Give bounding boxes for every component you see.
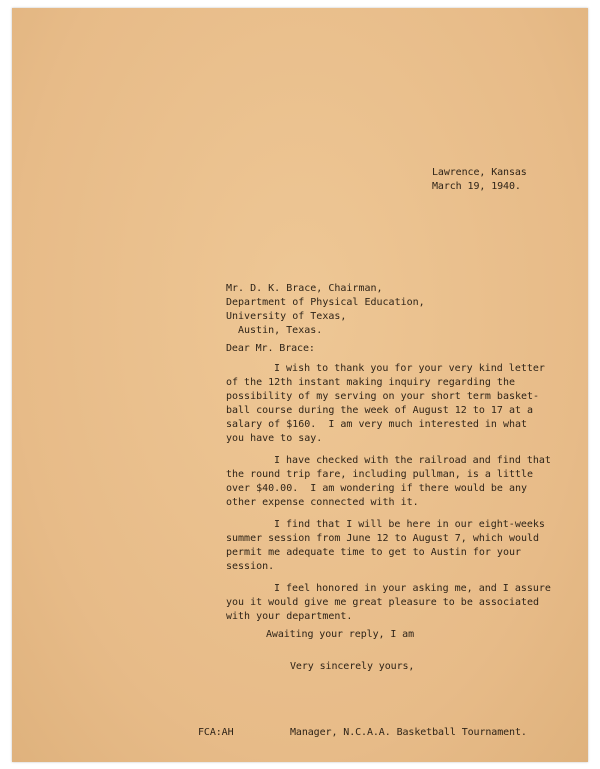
paragraph-line: of the 12th instant making inquiry regarding the: [226, 377, 515, 388]
recipient-address: [226, 282, 425, 338]
paragraph-line: other expense connected with it.: [226, 497, 419, 508]
date-line: March 19, 1940.: [432, 181, 521, 192]
recipient-line: Mr. D. K. Brace, Chairman,: [226, 283, 383, 294]
paragraph-line: permit me adequate time to get to Austin for your: [226, 547, 522, 558]
signature-title: Manager, N.C.A.A. Basketball Tournament.: [290, 727, 527, 738]
paragraph-line: salary of $160. I am very much interested in what: [226, 419, 528, 430]
valediction: Very sincerely yours,: [290, 661, 415, 672]
paragraph-line: I feel honored in your asking me, and I assure: [274, 583, 551, 594]
paragraph-line: summer session from June 12 to August 7, which would: [226, 533, 540, 544]
paragraph-line: session.: [226, 561, 275, 572]
typist-initials: FCA:AH: [198, 727, 234, 738]
paragraph-3: [226, 518, 545, 574]
recipient-line: University of Texas,: [226, 311, 347, 322]
paragraph-line: I find that I will be here in our eight-weeks: [274, 519, 545, 530]
paragraph-line: you it would give me great pleasure to be associated: [226, 597, 540, 608]
salutation: Dear Mr. Brace:: [226, 343, 315, 354]
paragraph-line: I have checked with the railroad and find that: [274, 455, 551, 466]
recipient-line: Austin, Texas.: [238, 325, 323, 336]
paragraph-line: I wish to thank you for your very kind letter: [274, 363, 545, 374]
recipient-line: Department of Physical Education,: [226, 297, 425, 308]
paragraph-line: you have to say.: [226, 433, 323, 444]
paragraph-1: [226, 362, 545, 446]
paragraph-line: over $40.00. I am wondering if there would be any: [226, 483, 528, 494]
paragraph-line: possibility of my serving on your short term basket-: [226, 391, 540, 402]
paragraph-line: the round trip fare, including pullman, is a little: [226, 469, 534, 480]
paragraph-4: [226, 582, 551, 624]
letter-page: [12, 8, 588, 762]
place-line: Lawrence, Kansas: [432, 167, 527, 178]
paragraph-line: with your department.: [226, 611, 353, 622]
paragraph-line: ball course during the week of August 12 to 17 at a: [226, 405, 534, 416]
closing-line: Awaiting your reply, I am: [266, 629, 415, 640]
paragraph-2: [226, 454, 551, 510]
